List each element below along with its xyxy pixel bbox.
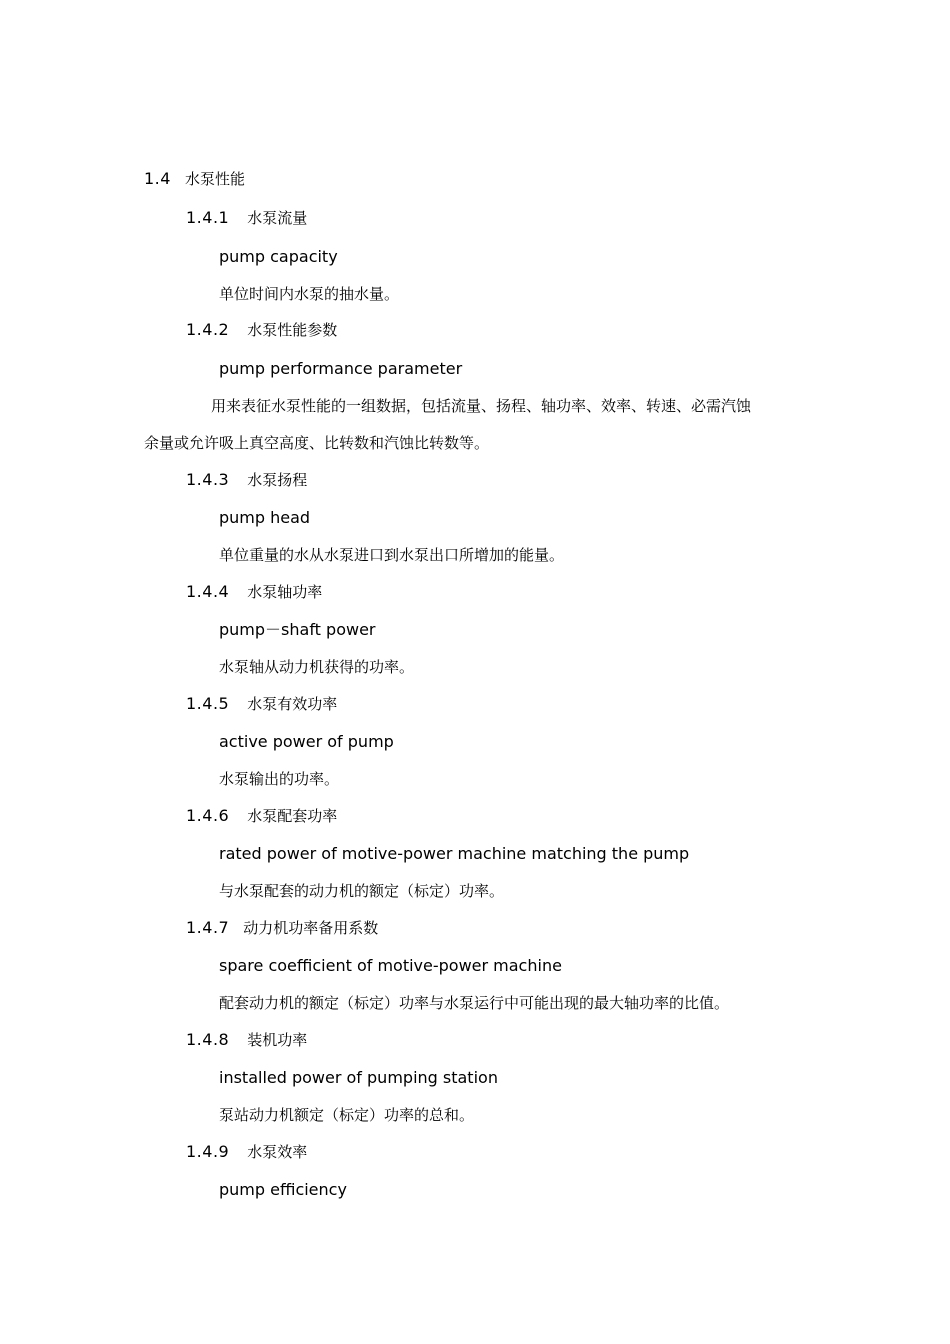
definition-text: 水泵输出的功率。	[219, 770, 340, 788]
subsection-number: 1.4.2	[186, 320, 230, 339]
subsection-heading	[186, 1142, 307, 1163]
subsection-title: 装机功率	[247, 1031, 308, 1049]
definition-text: 水泵轴从动力机获得的功率。	[219, 658, 415, 676]
section-title: 水泵性能	[184, 170, 245, 188]
subsection-number: 1.4.1	[186, 208, 230, 227]
subsection-number: 1.4.9	[186, 1142, 230, 1161]
subsection-title: 动力机功率备用系数	[243, 919, 379, 937]
subsection-number: 1.4.5	[186, 694, 230, 713]
definition-text: 配套动力机的额定（标定）功率与水泵运行中可能出现的最大轴功率的比值。	[219, 994, 730, 1012]
section-number: 1.4	[144, 169, 171, 188]
definition-text: 用来表征水泵性能的一组数据，包括流量、扬程、轴功率、效率、转速、必需汽蚀	[211, 397, 752, 415]
subsection-number: 1.4.6	[186, 806, 230, 825]
subsection-title: 水泵效率	[247, 1143, 308, 1161]
section-heading	[144, 169, 245, 190]
subsection-number: 1.4.3	[186, 470, 230, 489]
subsection-title: 水泵流量	[247, 209, 308, 227]
term-english: pump capacity	[219, 247, 338, 266]
subsection-heading	[186, 208, 307, 229]
term-english: pump efficiency	[219, 1180, 347, 1199]
definition-text: 泵站动力机额定（标定）功率的总和。	[219, 1106, 475, 1124]
subsection-heading	[186, 806, 337, 827]
term-english: installed power of pumping station	[219, 1068, 498, 1087]
term-english: active power of pump	[219, 732, 394, 751]
subsection-title: 水泵性能参数	[247, 321, 338, 339]
term-english: pump－shaft power	[219, 620, 376, 639]
subsection-heading	[186, 918, 378, 939]
subsection-title: 水泵配套功率	[247, 807, 338, 825]
definition-text: 与水泵配套的动力机的额定（标定）功率。	[219, 882, 505, 900]
subsection-title: 水泵轴功率	[247, 583, 323, 601]
subsection-heading	[186, 582, 322, 603]
subsection-number: 1.4.8	[186, 1030, 230, 1049]
definition-text: 单位时间内水泵的抽水量。	[219, 285, 400, 303]
subsection-number: 1.4.4	[186, 582, 230, 601]
subsection-heading	[186, 470, 307, 491]
subsection-heading	[186, 1030, 307, 1051]
subsection-heading	[186, 320, 337, 341]
subsection-title: 水泵有效功率	[247, 695, 338, 713]
subsection-number: 1.4.7	[186, 918, 230, 937]
definition-text-continued: 余量或允许吸上真空高度、比转数和汽蚀比转数等。	[144, 434, 490, 452]
term-english: pump head	[219, 508, 311, 527]
definition-text: 单位重量的水从水泵进口到水泵出口所增加的能量。	[219, 546, 565, 564]
term-english: pump performance parameter	[219, 359, 463, 378]
term-english: spare coefficient of motive-power machine	[219, 956, 562, 975]
term-english: rated power of motive-power machine matching the pump	[219, 844, 690, 863]
subsection-title: 水泵扬程	[247, 471, 308, 489]
subsection-heading	[186, 694, 337, 715]
